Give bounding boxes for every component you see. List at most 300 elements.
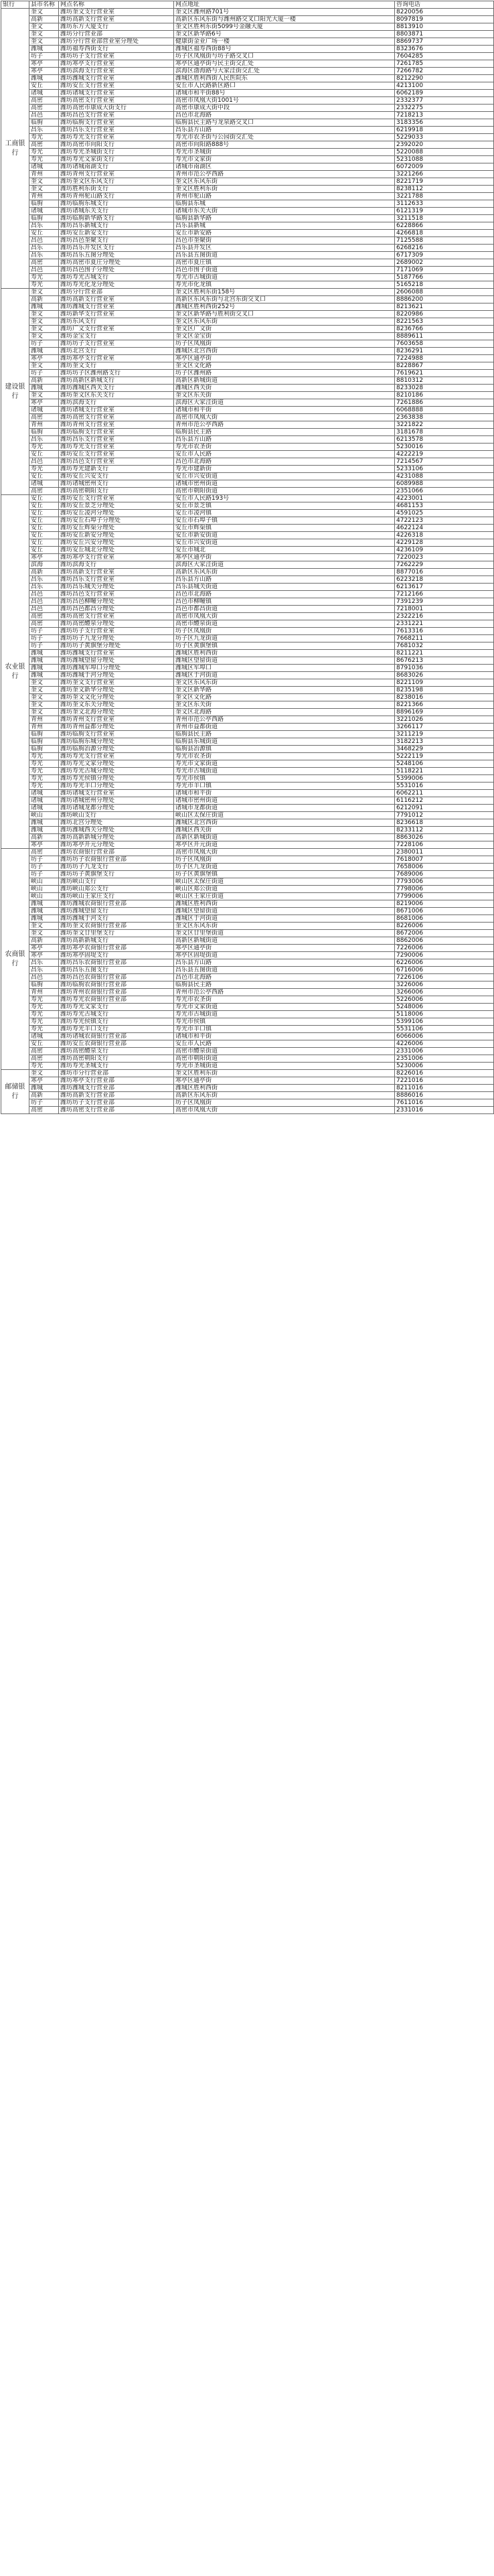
- county-cell: 青州: [29, 171, 59, 178]
- table-row: [1, 163, 494, 171]
- table-row: [1, 451, 494, 458]
- outlet-name-cell: 潍坊安丘兴安分理处: [59, 539, 174, 547]
- phone-cell: 8220056: [395, 9, 494, 16]
- address-cell: 坊子区黄旗堡镇: [174, 642, 395, 650]
- table-row: [1, 679, 494, 687]
- phone-cell: 5248006: [395, 1004, 494, 1011]
- phone-cell: 8221366: [395, 701, 494, 709]
- table-row: [1, 930, 494, 937]
- address-cell: 高密市醴泉街道: [174, 1048, 395, 1055]
- county-cell: 寿光: [29, 775, 59, 783]
- phone-cell: 4266818: [395, 230, 494, 237]
- address-cell: 寿光市圣城街道: [174, 1063, 395, 1070]
- table-row: [1, 1018, 494, 1026]
- table-row: [1, 407, 494, 414]
- address-cell: 寿光市建新街: [174, 466, 395, 473]
- outlet-name-cell: 潍坊寿光文家支行: [59, 1004, 174, 1011]
- table-row: [1, 178, 494, 186]
- phone-cell: 5531106: [395, 1026, 494, 1033]
- phone-cell: 8236291: [395, 348, 494, 355]
- table-row: [1, 1048, 494, 1055]
- outlet-name-cell: 潍坊寿光古城支行: [59, 274, 174, 281]
- county-cell: 高密: [29, 488, 59, 495]
- county-cell: 潍城: [29, 657, 59, 665]
- address-cell: 昌乐县方山路: [174, 127, 395, 134]
- address-cell: 奎文区新华路6号: [174, 31, 395, 38]
- county-cell: 昌邑: [29, 974, 59, 981]
- outlet-name-cell: 潍坊昌乐五图分理处: [59, 252, 174, 259]
- table-row: [1, 738, 494, 746]
- phone-cell: 8211016: [395, 1085, 494, 1092]
- table-row: [1, 466, 494, 473]
- table-row: [1, 967, 494, 974]
- address-cell: 临朐县东城街道: [174, 738, 395, 746]
- table-row: [1, 134, 494, 141]
- county-cell: 高密: [29, 1055, 59, 1063]
- phone-cell: 6068888: [395, 407, 494, 414]
- county-cell: 青州: [29, 724, 59, 731]
- address-cell: 昌乐县方山路: [174, 436, 395, 444]
- header-phone: 咨询电话: [395, 1, 494, 9]
- phone-cell: 8226016: [395, 1070, 494, 1077]
- bank-group-cell: 农业银行: [1, 495, 29, 849]
- county-cell: 奎文: [29, 333, 59, 340]
- outlet-name-cell: 潍坊诸城支行营业室: [59, 790, 174, 797]
- phone-cell: 4222219: [395, 451, 494, 458]
- county-cell: 安丘: [29, 539, 59, 547]
- outlet-name-cell: 潍坊坊子黄旗堡分理处: [59, 642, 174, 650]
- address-cell: 青州市益都街道: [174, 724, 395, 731]
- address-cell: 安丘市石埠子镇: [174, 517, 395, 525]
- county-cell: 潍城: [29, 348, 59, 355]
- table-row: [1, 517, 494, 525]
- address-cell: 奎文区潍州路701号: [174, 9, 395, 16]
- county-cell: 昌乐: [29, 436, 59, 444]
- outlet-name-cell: 潍坊安丘辉渠分理处: [59, 525, 174, 532]
- address-cell: 昌乐县五图街道: [174, 252, 395, 259]
- county-cell: 奎文: [29, 23, 59, 31]
- outlet-name-cell: 潍坊临朐冶源分理处: [59, 746, 174, 753]
- address-cell: 坊子区凤凰街: [174, 856, 395, 864]
- address-cell: 奎文区胜利东街158号: [174, 289, 395, 296]
- address-cell: 高密市向阳路888号: [174, 141, 395, 149]
- address-cell: 滨海区渤海路与大家洼街交汇处: [174, 68, 395, 75]
- phone-cell: 7261785: [395, 60, 494, 68]
- outlet-name-cell: 潍坊高新区新城支行: [59, 377, 174, 385]
- table-row: [1, 952, 494, 959]
- phone-cell: 8683026: [395, 672, 494, 679]
- table-row: [1, 945, 494, 952]
- address-cell: 坊子区九龙街道: [174, 864, 395, 871]
- address-cell: 高新区新城街道: [174, 937, 395, 945]
- address-cell: 诸城市和平街: [174, 790, 395, 797]
- county-cell: 寿光: [29, 996, 59, 1004]
- outlet-name-cell: 潍坊昌乐新城支行: [59, 222, 174, 230]
- outlet-name-cell: 潍坊滨海支行: [59, 561, 174, 569]
- address-cell: 潍城区胜利西街252号: [174, 303, 395, 311]
- outlet-name-cell: 潍坊奎文新华分理处: [59, 687, 174, 694]
- outlet-name-cell: 潍坊农商银行营业部: [59, 849, 174, 856]
- outlet-name-cell: 潍坊坊子支行营业室: [59, 628, 174, 635]
- address-cell: 寿光市文家街: [174, 156, 395, 163]
- table-row: [1, 348, 494, 355]
- table-row: [1, 193, 494, 200]
- county-cell: 潍城: [29, 1085, 59, 1092]
- outlet-name-cell: 潍坊坊子九龙分理处: [59, 635, 174, 642]
- outlet-name-cell: 潍坊潍城西关分理处: [59, 827, 174, 834]
- county-cell: 诸城: [29, 1033, 59, 1040]
- address-cell: 寒亭区通亭街: [174, 355, 395, 362]
- table-row: [1, 871, 494, 878]
- outlet-name-cell: 潍坊奎文北海分理处: [59, 709, 174, 716]
- outlet-name-cell: 潍坊坊子支行营业室: [59, 53, 174, 60]
- table-row: [1, 532, 494, 539]
- county-cell: 昌邑: [29, 237, 59, 245]
- phone-cell: 2392020: [395, 141, 494, 149]
- outlet-name-cell: 潍坊昌邑支行营业室: [59, 591, 174, 598]
- table-row: [1, 230, 494, 237]
- outlet-name-cell: 潍坊峡山支行: [59, 878, 174, 886]
- county-cell: 峡山: [29, 812, 59, 819]
- county-cell: 奎文: [29, 186, 59, 193]
- table-row: [1, 547, 494, 554]
- address-cell: 健康街金业广场一楼: [174, 38, 395, 46]
- address-cell: 高新区东风东街与北宫东街交叉口: [174, 296, 395, 303]
- address-cell: 诸城市南湖区: [174, 163, 395, 171]
- county-cell: 昌邑: [29, 606, 59, 613]
- phone-cell: 6062211: [395, 790, 494, 797]
- phone-cell: 7221016: [395, 1077, 494, 1085]
- phone-cell: 2332377: [395, 97, 494, 105]
- phone-cell: 6716006: [395, 967, 494, 974]
- phone-cell: 7681032: [395, 642, 494, 650]
- county-cell: 寿光: [29, 768, 59, 775]
- phone-cell: 7793006: [395, 878, 494, 886]
- phone-cell: 7262229: [395, 561, 494, 569]
- phone-cell: 6226006: [395, 959, 494, 967]
- table-row: [1, 112, 494, 119]
- address-cell: 潍城区福寿西街88号: [174, 46, 395, 53]
- table-row: [1, 141, 494, 149]
- phone-cell: 6212091: [395, 805, 494, 812]
- address-cell: 诸城市和平街: [174, 1033, 395, 1040]
- address-cell: 昌邑市北海路: [174, 974, 395, 981]
- table-row: [1, 709, 494, 716]
- address-cell: 峡山区太保庄街道: [174, 812, 395, 819]
- phone-cell: 7214567: [395, 458, 494, 466]
- address-cell: 昌邑市柳疃镇: [174, 598, 395, 606]
- table-row: [1, 274, 494, 281]
- county-cell: 奎文: [29, 930, 59, 937]
- phone-cell: 3211219: [395, 731, 494, 738]
- outlet-name-cell: 潍坊青州驼山路支行: [59, 193, 174, 200]
- table-row: [1, 731, 494, 738]
- outlet-name-cell: 潍坊临朐新华路支行: [59, 215, 174, 222]
- table-row: [1, 362, 494, 370]
- county-cell: 高新: [29, 937, 59, 945]
- outlet-name-cell: 潍坊金宝支行: [59, 333, 174, 340]
- table-row: [1, 326, 494, 333]
- phone-cell: 7261886: [395, 399, 494, 407]
- outlet-name-cell: 潍坊高新新城支行: [59, 937, 174, 945]
- outlet-name-cell: 潍坊昌邑柳疃分理处: [59, 598, 174, 606]
- phone-cell: 2331006: [395, 1048, 494, 1055]
- table-row: [1, 620, 494, 628]
- outlet-name-cell: 潍坊寒亭固堤支行: [59, 952, 174, 959]
- table-row: [1, 915, 494, 923]
- address-cell: 昌邑市北海路: [174, 458, 395, 466]
- outlet-name-cell: 潍坊奎文东关分理处: [59, 701, 174, 709]
- outlet-name-cell: 潍坊潍城区西关支行: [59, 385, 174, 392]
- county-cell: 寿光: [29, 1004, 59, 1011]
- address-cell: 临朐县民主路: [174, 981, 395, 989]
- phone-cell: 3221822: [395, 421, 494, 429]
- table-row: [1, 1099, 494, 1107]
- address-cell: 高新区新城街道: [174, 834, 395, 841]
- address-cell: 昌邑市北海路: [174, 591, 395, 598]
- table-row: [1, 576, 494, 584]
- phone-cell: 7791012: [395, 812, 494, 819]
- address-cell: 安丘市新安街道: [174, 532, 395, 539]
- phone-cell: 2332275: [395, 105, 494, 112]
- phone-cell: 3181678: [395, 429, 494, 436]
- address-cell: 寒亭区通亭街: [174, 945, 395, 952]
- table-row: [1, 959, 494, 967]
- outlet-name-cell: 潍坊东风支行: [59, 318, 174, 326]
- county-cell: 滨海: [29, 561, 59, 569]
- county-cell: 寿光: [29, 149, 59, 156]
- county-cell: 奎文: [29, 31, 59, 38]
- table-row: [1, 1107, 494, 1114]
- phone-cell: 7171069: [395, 267, 494, 274]
- outlet-name-cell: 潍坊诸城密州分理处: [59, 797, 174, 805]
- phone-cell: 6223218: [395, 576, 494, 584]
- address-cell: 奎文区新华路与胜利街交叉口: [174, 311, 395, 318]
- outlet-name-cell: 潍坊滨海支行营业室: [59, 68, 174, 75]
- table-row: [1, 591, 494, 598]
- outlet-name-cell: 潍坊昌乐开发区支行: [59, 245, 174, 252]
- county-cell: 昌邑: [29, 591, 59, 598]
- outlet-name-cell: 潍坊寿光圣城街支行: [59, 149, 174, 156]
- outlet-name-cell: 潍坊高密市向阳支行: [59, 141, 174, 149]
- phone-cell: 8791036: [395, 665, 494, 672]
- table-row: [1, 1070, 494, 1077]
- outlet-name-cell: 潍坊坊子九龙支行: [59, 864, 174, 871]
- table-row: [1, 539, 494, 547]
- county-cell: 青州: [29, 421, 59, 429]
- address-cell: 潍城区北宫西街: [174, 819, 395, 827]
- phone-cell: 7668211: [395, 635, 494, 642]
- county-cell: 安丘: [29, 502, 59, 510]
- phone-cell: 7611016: [395, 1099, 494, 1107]
- address-cell: 寿光市古城街道: [174, 1011, 395, 1018]
- outlet-name-cell: 潍坊安丘支行营业室: [59, 82, 174, 90]
- county-cell: 奎文: [29, 362, 59, 370]
- phone-cell: 2322216: [395, 613, 494, 620]
- table-row: [1, 333, 494, 340]
- outlet-name-cell: 潍坊安丘支行营业室: [59, 451, 174, 458]
- address-cell: 奎文区广文街: [174, 326, 395, 333]
- county-cell: 寿光: [29, 274, 59, 281]
- address-cell: 寿光市羊口镇: [174, 783, 395, 790]
- phone-cell: 7618007: [395, 856, 494, 864]
- phone-cell: 5399006: [395, 775, 494, 783]
- table-row: [1, 436, 494, 444]
- phone-cell: 6717309: [395, 252, 494, 259]
- county-cell: 高新: [29, 834, 59, 841]
- address-cell: 诸城市和平街88号: [174, 90, 395, 97]
- county-cell: 昌乐: [29, 967, 59, 974]
- phone-cell: 4231088: [395, 473, 494, 480]
- table-row: [1, 23, 494, 31]
- county-cell: 临朐: [29, 119, 59, 127]
- county-cell: 奎文: [29, 9, 59, 16]
- outlet-name-cell: 潍坊峡山王家庄支行: [59, 893, 174, 900]
- county-cell: 奎文: [29, 709, 59, 716]
- phone-cell: 8213621: [395, 303, 494, 311]
- phone-cell: 3182213: [395, 738, 494, 746]
- county-cell: 寿光: [29, 134, 59, 141]
- phone-cell: 4223001: [395, 495, 494, 502]
- phone-cell: 2363838: [395, 414, 494, 421]
- outlet-name-cell: 潍坊坊子支行营业部: [59, 1099, 174, 1107]
- phone-cell: 4722123: [395, 517, 494, 525]
- county-cell: 临朐: [29, 215, 59, 222]
- outlet-name-cell: 潍坊分行营业部营业室分理处: [59, 38, 174, 46]
- table-row: [1, 252, 494, 259]
- phone-cell: 8676213: [395, 657, 494, 665]
- address-cell: 诸城市和平街: [174, 407, 395, 414]
- outlet-name-cell: 潍坊青州支行营业室: [59, 171, 174, 178]
- address-cell: 寿光市农圣街: [174, 444, 395, 451]
- outlet-name-cell: 潍坊寿光支行营业室: [59, 753, 174, 760]
- outlet-name-cell: 潍坊滨海支行: [59, 399, 174, 407]
- table-row: [1, 53, 494, 60]
- table-row: [1, 1011, 494, 1018]
- county-cell: 安丘: [29, 510, 59, 517]
- address-cell: 奎文区胜利东街: [174, 186, 395, 193]
- address-cell: 潍城区胜利西街: [174, 1085, 395, 1092]
- county-cell: 潍城: [29, 827, 59, 834]
- table-row: [1, 429, 494, 436]
- county-cell: 昌邑: [29, 598, 59, 606]
- address-cell: 奎文区廿里堡街道: [174, 930, 395, 937]
- address-cell: 寿光市农圣街: [174, 753, 395, 760]
- phone-cell: 5531016: [395, 783, 494, 790]
- table-row: [1, 584, 494, 591]
- outlet-name-cell: 潍坊临朐农商银行营业部: [59, 981, 174, 989]
- outlet-name-cell: 潍坊昌乐支行营业室: [59, 436, 174, 444]
- outlet-name-cell: 潍坊高密醴泉分理处: [59, 620, 174, 628]
- county-cell: 高新: [29, 377, 59, 385]
- outlet-name-cell: 潍坊临朐东城支行: [59, 200, 174, 208]
- header-name: 网点名称: [59, 1, 174, 9]
- county-cell: 寒亭: [29, 1077, 59, 1085]
- table-row: [1, 318, 494, 326]
- phone-cell: 7125588: [395, 237, 494, 245]
- outlet-name-cell: 潍坊昌邑支行营业室: [59, 112, 174, 119]
- outlet-name-cell: 潍坊昌邑围子分理处: [59, 267, 174, 274]
- outlet-name-cell: 潍坊昌乐城关分理处: [59, 584, 174, 591]
- phone-cell: 6062189: [395, 90, 494, 97]
- county-cell: 潍城: [29, 915, 59, 923]
- table-row: [1, 878, 494, 886]
- table-row: [1, 1026, 494, 1033]
- table-row: [1, 149, 494, 156]
- table-row: [1, 105, 494, 112]
- address-cell: 昌乐县方山路: [174, 576, 395, 584]
- county-cell: 奎文: [29, 326, 59, 333]
- phone-cell: 4226318: [395, 532, 494, 539]
- outlet-name-cell: 潍坊安丘凌河分理处: [59, 510, 174, 517]
- address-cell: 寒亭区通亭街: [174, 554, 395, 561]
- outlet-name-cell: 潍坊高密醴泉支行: [59, 1048, 174, 1055]
- address-cell: 临朐县东城: [174, 200, 395, 208]
- address-cell: 安丘市景芝镇: [174, 502, 395, 510]
- county-cell: 高新: [29, 1092, 59, 1099]
- county-cell: 坊子: [29, 628, 59, 635]
- county-cell: 潍城: [29, 672, 59, 679]
- address-cell: 高密市凤凰大街: [174, 414, 395, 421]
- phone-cell: 8228867: [395, 362, 494, 370]
- address-cell: 高新区东风东街与潍州路交叉口阳光大厦一楼: [174, 16, 395, 23]
- outlet-name-cell: 潍坊寒亭开元分理处: [59, 841, 174, 849]
- table-row: [1, 370, 494, 377]
- table-row: [1, 259, 494, 267]
- county-cell: 高新: [29, 16, 59, 23]
- table-row: [1, 186, 494, 193]
- table-row: [1, 1033, 494, 1040]
- bank-group-cell: 邮储银行: [1, 1070, 29, 1114]
- phone-cell: 5230016: [395, 444, 494, 451]
- county-cell: 安丘: [29, 230, 59, 237]
- phone-cell: 5230006: [395, 1063, 494, 1070]
- address-cell: 昌乐县开发区: [174, 245, 395, 252]
- address-cell: 寿光市羊口镇: [174, 1026, 395, 1033]
- outlet-name-cell: 潍坊奎文廿里堡支行: [59, 930, 174, 937]
- phone-cell: 8233112: [395, 827, 494, 834]
- outlet-name-cell: 潍坊奎文支行: [59, 362, 174, 370]
- address-cell: 峡山区王家庄街道: [174, 893, 395, 900]
- county-cell: 临朐: [29, 200, 59, 208]
- phone-cell: 8211221: [395, 650, 494, 657]
- county-cell: 寿光: [29, 1011, 59, 1018]
- outlet-name-cell: 潍坊临朐支行营业室: [59, 731, 174, 738]
- table-row: [1, 753, 494, 760]
- county-cell: 寒亭: [29, 952, 59, 959]
- outlet-name-cell: 潍坊临朐东城分理处: [59, 738, 174, 746]
- address-cell: 寿光市古城街道: [174, 768, 395, 775]
- header-row: [1, 1, 494, 9]
- address-cell: 寿光市古城街道: [174, 274, 395, 281]
- county-cell: 安丘: [29, 451, 59, 458]
- outlet-name-cell: 潍坊坊子农商银行营业部: [59, 856, 174, 864]
- county-cell: 临朐: [29, 429, 59, 436]
- phone-cell: 8219006: [395, 900, 494, 908]
- address-cell: 青州市范公亭西路: [174, 716, 395, 724]
- outlet-name-cell: 潍坊北宫分理处: [59, 819, 174, 827]
- table-row: [1, 1085, 494, 1092]
- address-cell: 奎文区东关街: [174, 701, 395, 709]
- table-row: [1, 606, 494, 613]
- county-cell: 昌乐: [29, 252, 59, 259]
- county-cell: 潍城: [29, 650, 59, 657]
- table-row: [1, 893, 494, 900]
- address-cell: 安丘市新安路: [174, 230, 395, 237]
- county-cell: 诸城: [29, 797, 59, 805]
- county-cell: 昌乐: [29, 584, 59, 591]
- outlet-name-cell: 潍坊峡山支行: [59, 812, 174, 819]
